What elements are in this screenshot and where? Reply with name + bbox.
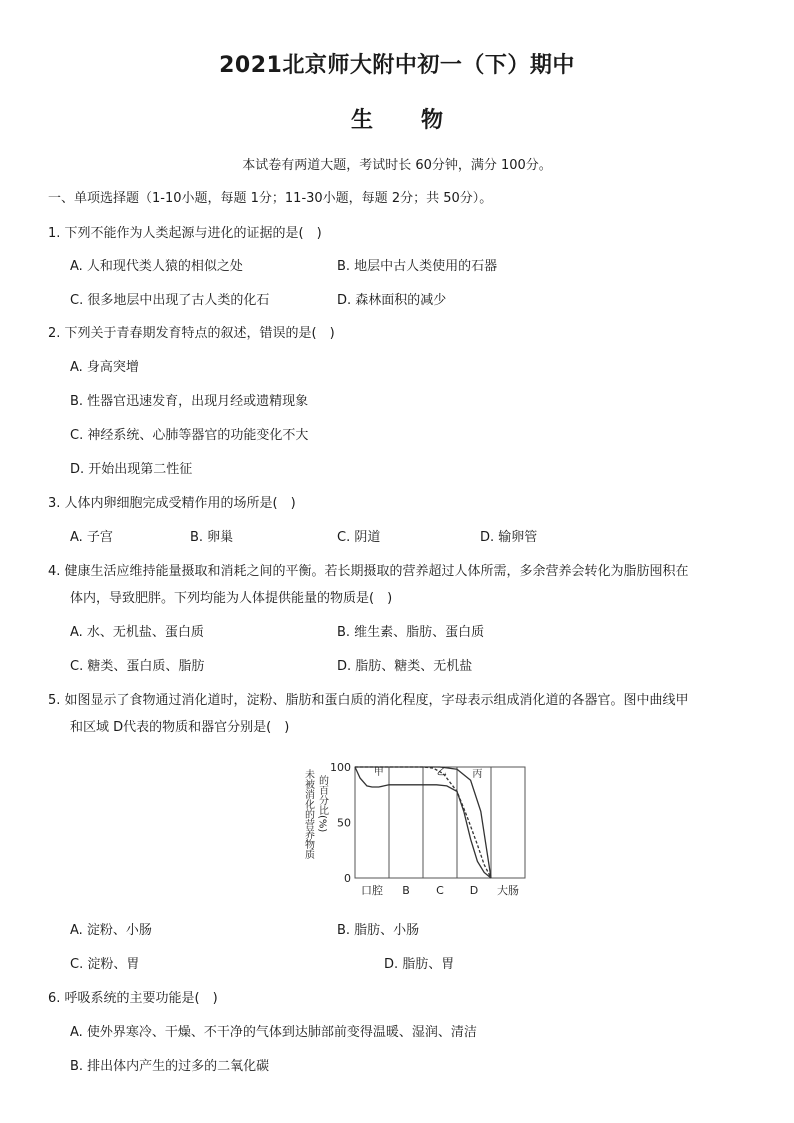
q3-option-a: A. 子宫 [70, 530, 113, 545]
question-5-stem-line1: 5. 如图显示了食物通过消化道时，淀粉、脂肪和蛋白质的消化程度，字母表示组成消化道的各器官。图中曲线甲 [48, 693, 689, 708]
x-category-label: B [402, 884, 410, 897]
series-label-3: 丙 [472, 768, 483, 780]
q1-option-a: A. 人和现代类人猿的相似之处 [70, 259, 243, 274]
q3-option-b: B. 卵巢 [190, 530, 234, 545]
x-category-label: C [436, 884, 444, 897]
q2-option-c: C. 神经系统、心肺等器官的功能变化不大 [70, 428, 309, 443]
q4-option-b: B. 维生素、脂肪、蛋白质 [337, 625, 485, 640]
q1-option-d: D. 森林面积的减少 [337, 293, 447, 308]
y-tick-label: 50 [337, 816, 351, 830]
q1-option-c: C. 很多地层中出现了古人类的化石 [70, 293, 270, 308]
q2-option-b: B. 性器官迅速发育，出现月经或遗精现象 [70, 394, 309, 409]
q5-option-a: A. 淀粉、小肠 [70, 923, 152, 938]
plot-frame [355, 767, 525, 878]
question-5-stem-line2: 和区域 D代表的物质和器官分别是( ) [70, 720, 290, 735]
exam-intro: 本试卷有两道大题，考试时长 60分钟，满分 100分。 [242, 158, 552, 173]
q3-option-c: C. 阴道 [337, 530, 381, 545]
question-3-stem: 3. 人体内卵细胞完成受精作用的场所是( ) [48, 496, 296, 511]
q6-option-a: A. 使外界寒冷、干燥、不干净的气体到达肺部前变得温暖、湿润、清洁 [70, 1025, 477, 1040]
question-6-stem: 6. 呼吸系统的主要功能是( ) [48, 991, 218, 1006]
subject-title [0, 103, 794, 134]
y-tick-label: 0 [344, 872, 351, 885]
q1-option-b: B. 地层中古人类使用的石器 [337, 259, 498, 274]
q4-option-a: A. 水、无机盐、蛋白质 [70, 625, 204, 640]
q4-option-c: C. 糖类、蛋白质、脂肪 [70, 659, 205, 674]
section-heading: 一、单项选择题（1-10小题，每题 1分；11-30小题，每题 2分；共 50分）。 [48, 191, 493, 206]
q2-option-a: A. 身高突增 [70, 360, 139, 375]
q3-option-d: D. 输卵管 [480, 530, 538, 545]
question-4-stem-line1: 4. 健康生活应维持能量摄取和消耗之间的平衡。若长期摄取的营养超过人体所需，多余营养会转化为脂肪囤积在 [48, 564, 689, 579]
question-4-stem-line2: 体内，导致肥胖。下列均能为人体提供能量的物质是( ) [70, 591, 393, 606]
question-2-stem: 2. 下列关于青春期发育特点的叙述，错误的是( ) [48, 326, 335, 341]
x-category-label: 大肠 [497, 884, 519, 897]
q5-option-d: D. 脂肪、胃 [384, 957, 455, 972]
page-title: 2021北京师大附中初一（下）期中 [219, 53, 575, 78]
digestion-chart [300, 755, 530, 903]
y-tick-label: 100 [330, 761, 351, 774]
x-category-label: 口腔 [361, 884, 383, 897]
series-label-2: 乙 [436, 766, 447, 778]
series-label-1: 甲 [373, 766, 384, 778]
x-category-label: D [469, 884, 479, 897]
q2-option-d: D. 开始出现第二性征 [70, 462, 193, 477]
y-axis-label-line1: 未被消化的营养物质 [302, 769, 314, 859]
subject-char-1: 生 [350, 108, 373, 133]
y-axis-label-line2: 的百分比(%) [316, 775, 328, 833]
q5-option-c: C. 淀粉、胃 [70, 957, 140, 972]
question-1-stem: 1. 下列不能作为人类起源与进化的证据的是( ) [48, 226, 322, 241]
subject-char-2: 物 [421, 108, 444, 133]
digestion-chart-svg [300, 755, 530, 903]
q6-option-b: B. 排出体内产生的过多的二氧化碳 [70, 1059, 270, 1074]
q4-option-d: D. 脂肪、糖类、无机盐 [337, 659, 473, 674]
q5-option-b: B. 脂肪、小肠 [337, 923, 420, 938]
